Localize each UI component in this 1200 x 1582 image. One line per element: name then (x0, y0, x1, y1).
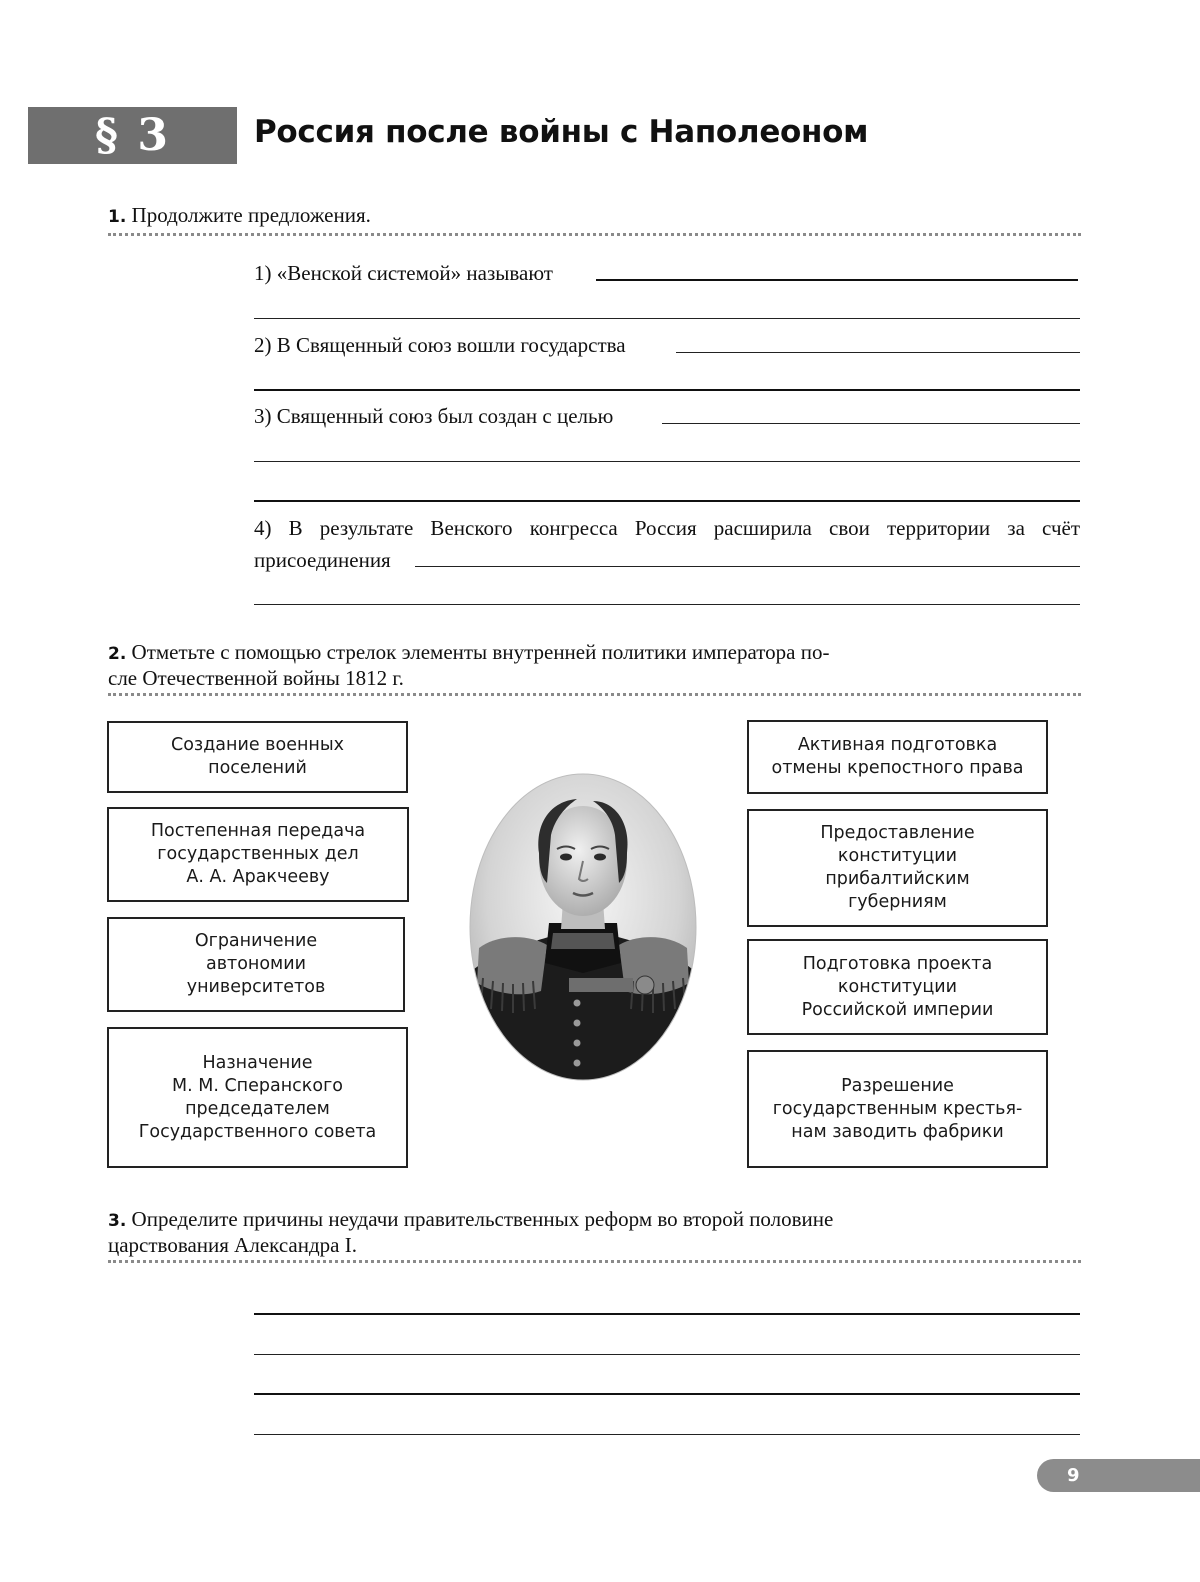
section-badge (28, 107, 237, 164)
policy-box-left-1[interactable] (107, 721, 408, 793)
task3-heading (108, 1207, 938, 1257)
policy-box-label: Разрешение государственным крестья- нам заводить фабрики (772, 1075, 1023, 1142)
answer-line[interactable] (254, 1393, 1080, 1395)
dotted-divider (108, 233, 1081, 236)
emperor-portrait (469, 773, 697, 1081)
answer-line[interactable] (596, 279, 1078, 281)
task2-prompt-line2: сле Отечественной войны 1812 г. (108, 666, 404, 690)
policy-box-label: Предоставление конституции прибалтийским губерниям (820, 823, 975, 912)
policy-box-label: Постепенная передача государственных дел А. А. Аракчееву (150, 821, 366, 887)
task1-item-4: 4) В результате Венского конгресса Россия расширила свои территории за счёт (254, 516, 1080, 540)
policy-box-right-2[interactable] (747, 809, 1048, 927)
answer-line[interactable] (676, 352, 1080, 353)
task1-heading (108, 203, 938, 229)
answer-line[interactable] (254, 461, 1080, 462)
policy-box-right-3[interactable] (747, 939, 1048, 1035)
task1-number: 1. (108, 207, 127, 227)
task1-prompt: Продолжите предложения. (131, 203, 371, 227)
answer-line[interactable] (662, 423, 1080, 424)
policy-box-right-4[interactable] (747, 1050, 1048, 1168)
policy-box-label: Активная подготовка отмены крепостного права (771, 735, 1024, 778)
task2-number: 2. (108, 644, 127, 664)
policy-box-label: Ограничение автономии университетов (186, 931, 326, 997)
answer-line[interactable] (254, 1313, 1080, 1315)
task1-item-3: 3) Священный союз был создан с целью (254, 404, 619, 429)
task3-prompt-line2: царствования Александра I. (108, 1233, 357, 1257)
task1-item-4-continued: присоединения (254, 548, 397, 573)
answer-line[interactable] (254, 1354, 1080, 1355)
policy-box-label: Подготовка проекта конституции Российской империи (801, 953, 994, 1020)
task3-prompt-line1: Определите причины неудачи правительственных реформ во второй половине (131, 1207, 834, 1231)
policy-box-left-2[interactable] (107, 807, 409, 902)
dotted-divider (108, 693, 1081, 696)
dotted-divider (108, 1260, 1081, 1263)
answer-line[interactable] (254, 318, 1080, 319)
section-label: § 3 (95, 110, 170, 161)
policy-box-label: Назначение М. М. Сперанского председателем Государственного совета (138, 1052, 377, 1142)
policy-box-left-3[interactable] (107, 917, 405, 1012)
task1-item-2: 2) В Священный союз вошли государства (254, 333, 632, 358)
answer-line[interactable] (254, 1434, 1080, 1435)
page-number: 9 (1067, 1465, 1080, 1486)
policy-box-right-1[interactable] (747, 720, 1048, 794)
answer-line[interactable] (254, 500, 1080, 502)
answer-line[interactable] (254, 389, 1080, 391)
task3-number: 3. (108, 1211, 127, 1231)
task2-heading (108, 640, 938, 690)
answer-line[interactable] (415, 566, 1080, 567)
policy-box-label: Создание военных поселений (170, 735, 345, 778)
task2-prompt-line1: Отметьте с помощью стрелок элементы внутренней политики императора по- (131, 640, 830, 664)
task1-item-1: 1) «Венской системой» называют (254, 261, 559, 286)
page-number-tab (1037, 1459, 1200, 1492)
answer-line[interactable] (254, 604, 1080, 605)
policy-box-left-4[interactable] (107, 1027, 408, 1168)
chapter-title: Россия после войны с Наполеоном (254, 114, 869, 150)
